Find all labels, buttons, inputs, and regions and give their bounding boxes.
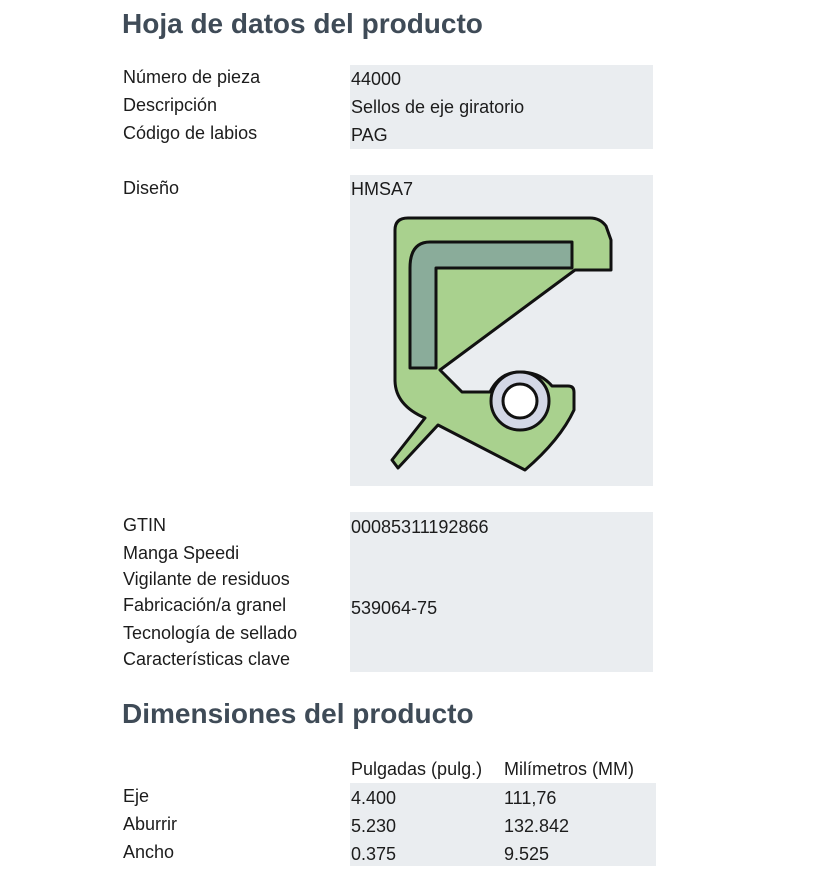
dim-row-mm: 132.842	[504, 816, 570, 836]
dim-row-inches: 5.230	[351, 816, 397, 836]
design-label: Diseño	[123, 178, 180, 198]
dim-row-label: Ancho	[123, 842, 175, 862]
speedi-sleeve-label: Manga Speedi	[123, 543, 240, 563]
lip-code-label: Código de labios	[123, 123, 258, 143]
wear-guard-label: Vigilante de residuos	[123, 569, 290, 589]
gtin-value: 00085311192866	[351, 517, 489, 537]
key-features-label: Características clave	[123, 649, 291, 669]
dim-row-inches: 0.375	[351, 844, 397, 864]
seal-cross-section-icon	[380, 210, 620, 475]
dim-row-label: Aburrir	[123, 814, 178, 834]
design-value: HMSA7	[351, 179, 414, 199]
part-number-label: Número de pieza	[123, 67, 261, 87]
dim-row-inches: 4.400	[351, 788, 397, 808]
dim-row-label: Eje	[123, 786, 150, 806]
description-label: Descripción	[123, 95, 218, 115]
col-header-inches: Pulgadas (pulg.)	[351, 759, 483, 779]
col-header-mm: Milímetros (MM)	[504, 759, 634, 779]
description-value: Sellos de eje giratorio	[351, 97, 525, 117]
bulk-label: Fabricación/a granel	[123, 595, 287, 615]
sealing-tech-label: Tecnología de sellado	[123, 623, 298, 643]
lip-code-value: PAG	[351, 125, 388, 145]
part-number-value: 44000	[351, 69, 402, 89]
dim-row-mm: 111,76	[504, 788, 557, 808]
page-title: Hoja de datos del producto	[122, 8, 483, 39]
bulk-value: 539064-75	[351, 598, 438, 618]
dim-row-mm: 9.525	[504, 844, 550, 864]
dimensions-title: Dimensiones del producto	[122, 698, 474, 729]
gtin-label: GTIN	[123, 515, 166, 535]
